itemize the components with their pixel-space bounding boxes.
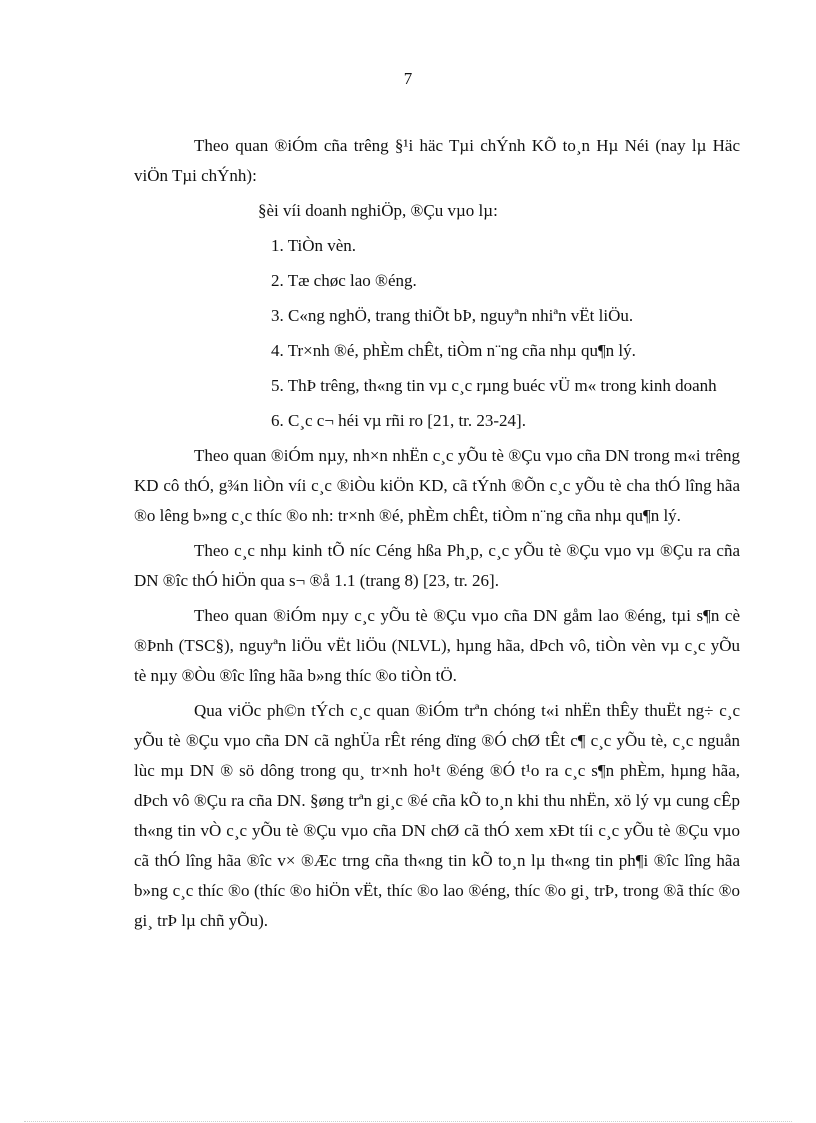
paragraph: Qua viÖc ph©n tÝch c¸c quan ®iÓm trªn chóng t«i nhËn thÊy thuËt ng÷ c¸c yÕu tè ®Çu vµo cña DN cã nghÜa rÊt réng dïng ®Ó chØ tÊt c¶ c¸c yÕu tè, c¸c nguån lùc mµ DN ® sö dông trong qu¸ tr×nh ho¹t ®éng ®Ó t¹o ra c¸c s¶n phÈm, hµng hãa, dÞch vô ®Çu ra cña DN. §øng trªn gi¸c ®é cña kÕ to¸n khi thu nhËn, xö lý vµ cung cÊp th«ng tin vÒ c¸c yÕu tè ®Çu vµo cña DN chØ cã thÓ xem xÐt tíi c¸c yÕu tè ®Çu vµo cã thÓ lîng hãa ®îc v× ®Æc trng cña th«ng tin kÕ to¸n lµ th«ng tin ph¶i ®îc lîng hãa b»ng c¸c thíc ®o (thíc ®o hiÖn vËt, thíc ®o lao ®éng, thíc ®o gi¸ trÞ, trong ®ã thíc ®o gi¸ trÞ lµ chñ yÕu). [134, 701, 740, 930]
list-intro: §èi víi doanh nghiÖp, ®Çu vµo lµ: [258, 201, 498, 220]
page-bottom-divider [24, 1121, 792, 1122]
page-number: 7 [403, 69, 413, 88]
list-item: 2. Tæ chøc lao ®éng. [271, 271, 417, 290]
list-item: 3. C«ng nghÖ, trang thiÕt bÞ, nguyªn nhiªn vËt liÖu. [271, 306, 634, 325]
list-item: 4. Tr×nh ®é, phÈm chÊt, tiÒm n¨ng cña nhµ qu¶n lý. [271, 341, 636, 360]
paragraph: Theo c¸c nhµ kinh tÕ níc Céng hßa Ph¸p, c¸c yÕu tè ®Çu vµo vµ ®Çu ra cña DN ®îc thÓ hiÖn qua s¬ ®å 1.1 (trang 8) [23, tr. 26]. [134, 541, 740, 590]
list-item: 6. C¸c c¬ héi vµ rñi ro [21, tr. 23-24]. [271, 411, 526, 430]
list-item: 5. ThÞ trêng, th«ng tin vµ c¸c rµng buéc vÜ m« trong kinh doanh [271, 376, 717, 395]
input-factors-list [134, 231, 740, 436]
document-body [134, 131, 740, 941]
paragraph: Theo quan ®iÓm nµy, nh×n nhËn c¸c yÕu tè ®Çu vµo cña DN trong m«i trêng KD cô thÓ, g¾n liÒn víi c¸c ®iÒu kiÖn KD, cã tÝnh ®Õn c¸c yÕu tè cha thÓ lîng hãa ®o lêng b»ng c¸c thíc ®o nh: tr×nh ®é, phÈm chÊt, tiÒm n¨ng cña nhµ qu¶n lý. [134, 446, 740, 525]
paragraph: Theo quan ®iÓm nµy c¸c yÕu tè ®Çu vµo cña DN gåm lao ®éng, tµi s¶n cè ®Þnh (TSC§), nguyªn liÖu vËt liÖu (NLVL), hµng hãa, dÞch vô, tiÒn vèn vµ c¸c yÕu tè nµy ®Òu ®îc lîng hãa b»ng thíc ®o tiÒn tÖ. [134, 606, 740, 685]
paragraph: Theo quan ®iÓm cña trêng §¹i häc Tµi chÝnh KÕ to¸n Hµ Néi (nay lµ Häc viÖn Tµi chÝnh): [134, 136, 740, 185]
list-item: 1. TiÒn vèn. [271, 236, 357, 255]
